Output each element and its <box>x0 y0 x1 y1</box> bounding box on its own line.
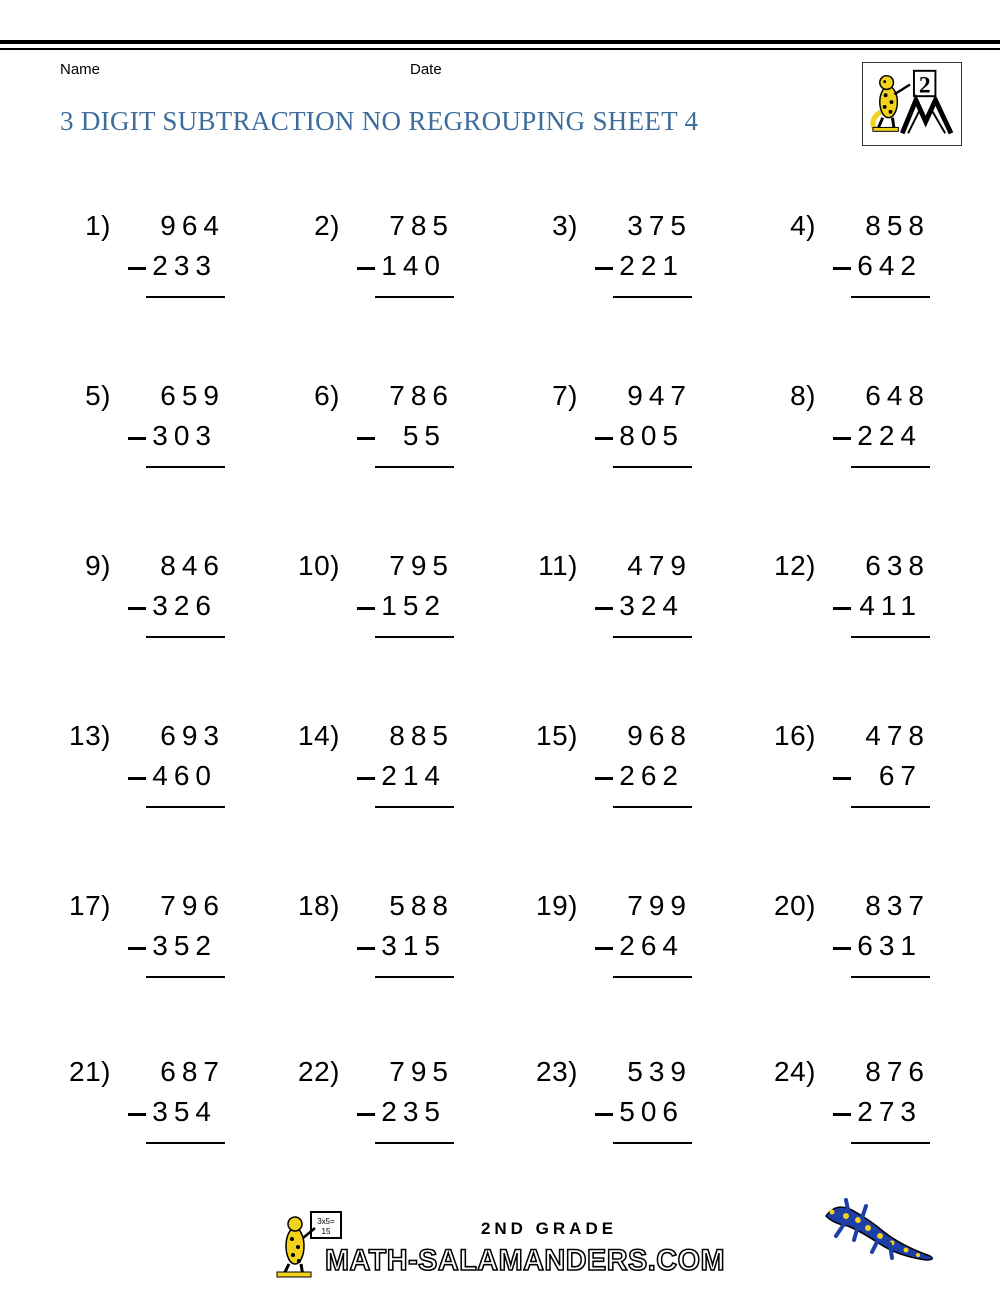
answer-line <box>851 636 930 638</box>
problem-number: 10) <box>298 550 340 581</box>
answer-line <box>146 296 225 298</box>
minuend: 479 <box>627 550 692 581</box>
top-rule-thin <box>0 48 1000 50</box>
subtrahend-row <box>128 1096 225 1132</box>
answer-line <box>375 296 454 298</box>
problem-22 <box>282 1056 462 1166</box>
answer-line <box>851 466 930 468</box>
problem-number: 5) <box>85 380 111 411</box>
subtrahend-row <box>833 590 930 626</box>
minuend: 785 <box>389 210 454 241</box>
subtrahend-row <box>833 250 930 286</box>
problem-10 <box>282 550 462 660</box>
minuend: 837 <box>865 890 930 921</box>
problem-19 <box>520 890 700 1000</box>
answer-line <box>146 976 225 978</box>
subtrahend: 352 <box>152 930 217 961</box>
problem-number: 20) <box>774 890 816 921</box>
problem-number: 6) <box>314 380 340 411</box>
subtrahend-row <box>595 930 692 966</box>
minus-sign-icon <box>833 777 851 780</box>
badge-number: 2 <box>918 72 931 99</box>
subtrahend-row <box>595 1096 692 1132</box>
problem-21 <box>53 1056 233 1166</box>
minus-sign-icon <box>595 947 613 950</box>
grade-badge-logo <box>862 62 962 146</box>
top-rule <box>0 40 1000 44</box>
answer-line <box>146 466 225 468</box>
minuend: 968 <box>627 720 692 751</box>
math-salamanders-logo <box>273 1208 728 1280</box>
minus-sign-icon <box>833 267 851 270</box>
problem-number: 22) <box>298 1056 340 1087</box>
subtrahend-row <box>128 930 225 966</box>
problem-number: 17) <box>69 890 111 921</box>
subtrahend: 140 <box>381 250 446 281</box>
subtrahend: 354 <box>152 1096 217 1127</box>
problem-number: 7) <box>552 380 578 411</box>
minus-sign-icon <box>595 1113 613 1116</box>
minuend: 947 <box>627 380 692 411</box>
subtrahend: 631 <box>857 930 922 961</box>
answer-line <box>613 636 692 638</box>
answer-line <box>375 466 454 468</box>
subtrahend: 326 <box>152 590 217 621</box>
answer-line <box>851 296 930 298</box>
answer-line <box>375 1142 454 1144</box>
problem-number: 12) <box>774 550 816 581</box>
problem-16 <box>758 720 938 830</box>
problem-number: 23) <box>536 1056 578 1087</box>
problem-8 <box>758 380 938 490</box>
salamander-teacher-icon <box>863 63 961 145</box>
subtrahend-row <box>595 420 692 456</box>
subtrahend-row <box>357 760 454 796</box>
minuend: 375 <box>627 210 692 241</box>
subtrahend-row <box>357 1096 454 1132</box>
minus-sign-icon <box>833 607 851 610</box>
problem-number: 11) <box>538 550 578 581</box>
minus-sign-icon <box>128 267 146 270</box>
answer-line <box>375 636 454 638</box>
subtrahend: 460 <box>152 760 217 791</box>
minus-sign-icon <box>128 947 146 950</box>
answer-line <box>375 806 454 808</box>
problem-number: 14) <box>298 720 340 751</box>
problem-7 <box>520 380 700 490</box>
problem-number: 19) <box>536 890 578 921</box>
subtrahend-row <box>595 590 692 626</box>
subtrahend: 303 <box>152 420 217 451</box>
problem-number: 4) <box>790 210 816 241</box>
problem-23 <box>520 1056 700 1166</box>
minuend: 539 <box>627 1056 692 1087</box>
minus-sign-icon <box>357 1113 375 1116</box>
minus-sign-icon <box>128 777 146 780</box>
svg-text:15: 15 <box>321 1227 331 1236</box>
minuend: 796 <box>160 890 225 921</box>
answer-line <box>146 1142 225 1144</box>
subtrahend: 264 <box>619 930 684 961</box>
problem-number: 9) <box>85 550 111 581</box>
minus-sign-icon <box>595 607 613 610</box>
answer-line <box>851 806 930 808</box>
subtrahend: 224 <box>857 420 922 451</box>
date-label: Date <box>410 61 442 78</box>
footer-grade-text: 2ND GRADE <box>480 1219 618 1238</box>
footer-site-text: MATH-SALAMANDERS.COM <box>325 1244 725 1277</box>
name-label: Name <box>60 61 101 78</box>
answer-line <box>613 806 692 808</box>
answer-line <box>146 636 225 638</box>
minus-sign-icon <box>128 607 146 610</box>
problem-14 <box>282 720 462 830</box>
minus-sign-icon <box>595 437 613 440</box>
problem-12 <box>758 550 938 660</box>
problem-18 <box>282 890 462 1000</box>
answer-line <box>613 296 692 298</box>
minus-sign-icon <box>833 1113 851 1116</box>
subtrahend: 273 <box>857 1096 922 1127</box>
minuend: 795 <box>389 550 454 581</box>
problem-1 <box>53 210 233 320</box>
problem-number: 3) <box>552 210 578 241</box>
problem-number: 13) <box>69 720 111 751</box>
sheet-title: 3 DIGIT SUBTRACTION NO REGROUPING SHEET 4 <box>60 106 699 136</box>
problem-number: 16) <box>774 720 816 751</box>
minuend: 478 <box>865 720 930 751</box>
problem-4 <box>758 210 938 320</box>
subtrahend-row <box>595 250 692 286</box>
minuend: 687 <box>160 1056 225 1087</box>
subtrahend-row <box>128 590 225 626</box>
minus-sign-icon <box>357 777 375 780</box>
minuend: 638 <box>865 550 930 581</box>
subtrahend: 506 <box>619 1096 684 1127</box>
minuend: 964 <box>160 210 225 241</box>
problem-number: 15) <box>536 720 578 751</box>
subtrahend: 324 <box>619 590 684 621</box>
minuend: 659 <box>160 380 225 411</box>
problem-number: 8) <box>790 380 816 411</box>
minuend: 648 <box>865 380 930 411</box>
answer-line <box>613 1142 692 1144</box>
minus-sign-icon <box>128 437 146 440</box>
subtrahend-row <box>833 420 930 456</box>
answer-line <box>613 976 692 978</box>
answer-line <box>613 466 692 468</box>
minuend: 795 <box>389 1056 454 1087</box>
problem-17 <box>53 890 233 1000</box>
minus-sign-icon <box>595 267 613 270</box>
subtrahend: 221 <box>619 250 684 281</box>
subtrahend: 55 <box>402 420 446 451</box>
minus-sign-icon <box>357 267 375 270</box>
subtrahend: 214 <box>381 760 446 791</box>
problem-3 <box>520 210 700 320</box>
problem-number: 24) <box>774 1056 816 1087</box>
problem-24 <box>758 1056 938 1166</box>
subtrahend-row <box>357 930 454 966</box>
subtrahend-row <box>595 760 692 796</box>
answer-line <box>851 976 930 978</box>
minus-sign-icon <box>833 437 851 440</box>
minuend: 885 <box>389 720 454 751</box>
subtrahend: 805 <box>619 420 684 451</box>
answer-line <box>851 1142 930 1144</box>
blue-salamander-icon <box>818 1196 940 1268</box>
minus-sign-icon <box>357 437 375 440</box>
problem-15 <box>520 720 700 830</box>
subtrahend: 642 <box>857 250 922 281</box>
problem-9 <box>53 550 233 660</box>
subtrahend-row <box>128 760 225 796</box>
minuend: 799 <box>627 890 692 921</box>
minuend: 588 <box>389 890 454 921</box>
svg-text:3x5=: 3x5= <box>317 1217 335 1226</box>
minuend: 693 <box>160 720 225 751</box>
subtrahend: 411 <box>859 590 922 621</box>
minus-sign-icon <box>595 777 613 780</box>
subtrahend: 233 <box>152 250 217 281</box>
problem-number: 2) <box>314 210 340 241</box>
subtrahend: 315 <box>381 930 446 961</box>
subtrahend-row <box>357 590 454 626</box>
subtrahend-row <box>357 420 454 456</box>
subtrahend-row <box>833 760 930 796</box>
subtrahend-row <box>833 930 930 966</box>
subtrahend: 262 <box>619 760 684 791</box>
problem-6 <box>282 380 462 490</box>
subtrahend: 235 <box>381 1096 446 1127</box>
minus-sign-icon <box>357 947 375 950</box>
problem-number: 21) <box>69 1056 111 1087</box>
problem-2 <box>282 210 462 320</box>
answer-line <box>375 976 454 978</box>
minuend: 876 <box>865 1056 930 1087</box>
subtrahend-row <box>128 250 225 286</box>
minuend: 858 <box>865 210 930 241</box>
minuend: 786 <box>389 380 454 411</box>
minus-sign-icon <box>357 607 375 610</box>
minus-sign-icon <box>128 1113 146 1116</box>
problem-20 <box>758 890 938 1000</box>
problem-13 <box>53 720 233 830</box>
problem-number: 1) <box>85 210 111 241</box>
minuend: 846 <box>160 550 225 581</box>
minus-sign-icon <box>833 947 851 950</box>
subtrahend: 67 <box>878 760 922 791</box>
subtrahend-row <box>833 1096 930 1132</box>
subtrahend-row <box>128 420 225 456</box>
problem-number: 18) <box>298 890 340 921</box>
problem-11 <box>520 550 700 660</box>
subtrahend: 152 <box>381 590 446 621</box>
subtrahend-row <box>357 250 454 286</box>
answer-line <box>146 806 225 808</box>
problem-5 <box>53 380 233 490</box>
